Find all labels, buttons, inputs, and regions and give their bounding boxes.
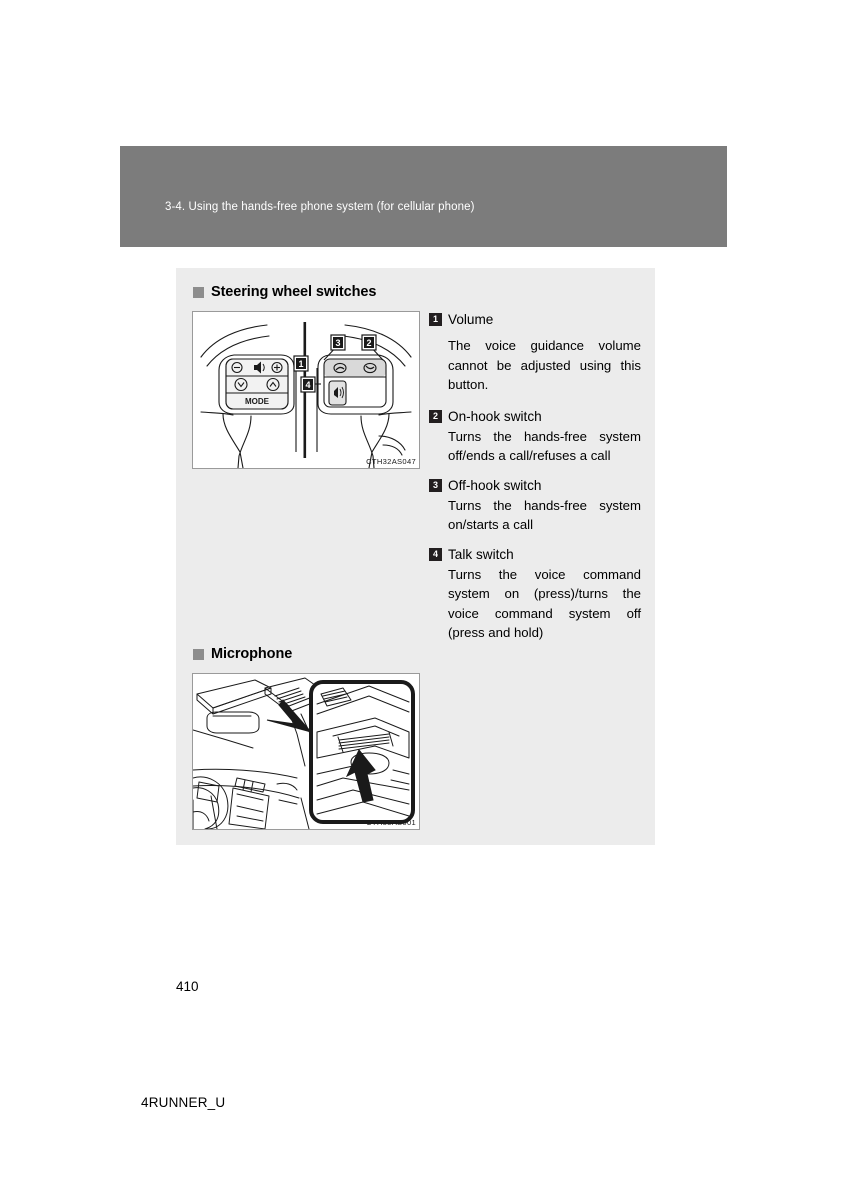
figure-microphone-location (192, 673, 420, 830)
list-item-talk-switch (429, 544, 641, 643)
figure-caption-microphone: CTH33AS001 (366, 818, 416, 827)
item-title: Volume (448, 312, 494, 327)
steering-wheel-switches-illustration (193, 312, 419, 468)
item-description: Turns the voice command system on (press)/turns the voice command system off (press and hold) (448, 566, 641, 640)
figure-callout-3 (331, 335, 345, 350)
item-description: Turns the hands-free system on/starts a call (448, 497, 641, 532)
footer-document-code: 4RUNNER_U (141, 1095, 226, 1110)
section-title-text: Steering wheel switches (211, 284, 377, 300)
item-number-badge: 1 (429, 313, 442, 326)
switch-description-list (429, 309, 641, 652)
section-heading-microphone (193, 646, 292, 662)
item-number-badge: 2 (429, 410, 442, 423)
item-number-badge: 4 (429, 548, 442, 561)
item-number-badge: 3 (429, 479, 442, 492)
item-title: On-hook switch (448, 408, 542, 424)
figure-steering-wheel-switches (192, 311, 420, 469)
list-item-on-hook-switch (429, 406, 641, 466)
square-bullet-icon (193, 287, 204, 298)
page-header-title: 3-4. Using the hands-free phone system (for cellular phone) (165, 201, 475, 213)
item-description: The voice guidance volume cannot be adjusted using this button. (448, 338, 641, 392)
figure-callout-1 (294, 356, 308, 371)
section-title-text: Microphone (211, 646, 293, 662)
square-bullet-icon (193, 649, 204, 660)
list-item-volume (429, 309, 641, 395)
item-title: Talk switch (448, 546, 514, 562)
microphone-location-illustration (193, 674, 419, 829)
svg-text:2: 2 (366, 338, 372, 348)
svg-text:3: 3 (335, 338, 341, 348)
figure-callout-4 (301, 377, 315, 392)
item-description: Turns the hands-free system off/ends a call/refuses a call (448, 428, 641, 463)
figure-caption-steering: CTH32AS047 (366, 457, 416, 466)
section-heading-steering-wheel-switches (193, 284, 376, 300)
svg-text:1: 1 (298, 359, 304, 369)
figure-callout-2 (362, 335, 376, 350)
page-number: 410 (176, 979, 199, 994)
item-title: Off-hook switch (448, 477, 542, 493)
list-item-off-hook-switch (429, 475, 641, 535)
svg-text:4: 4 (305, 380, 311, 390)
mode-label: MODE (245, 397, 269, 406)
callout-arrow (267, 700, 311, 732)
page-header-band (120, 146, 727, 247)
